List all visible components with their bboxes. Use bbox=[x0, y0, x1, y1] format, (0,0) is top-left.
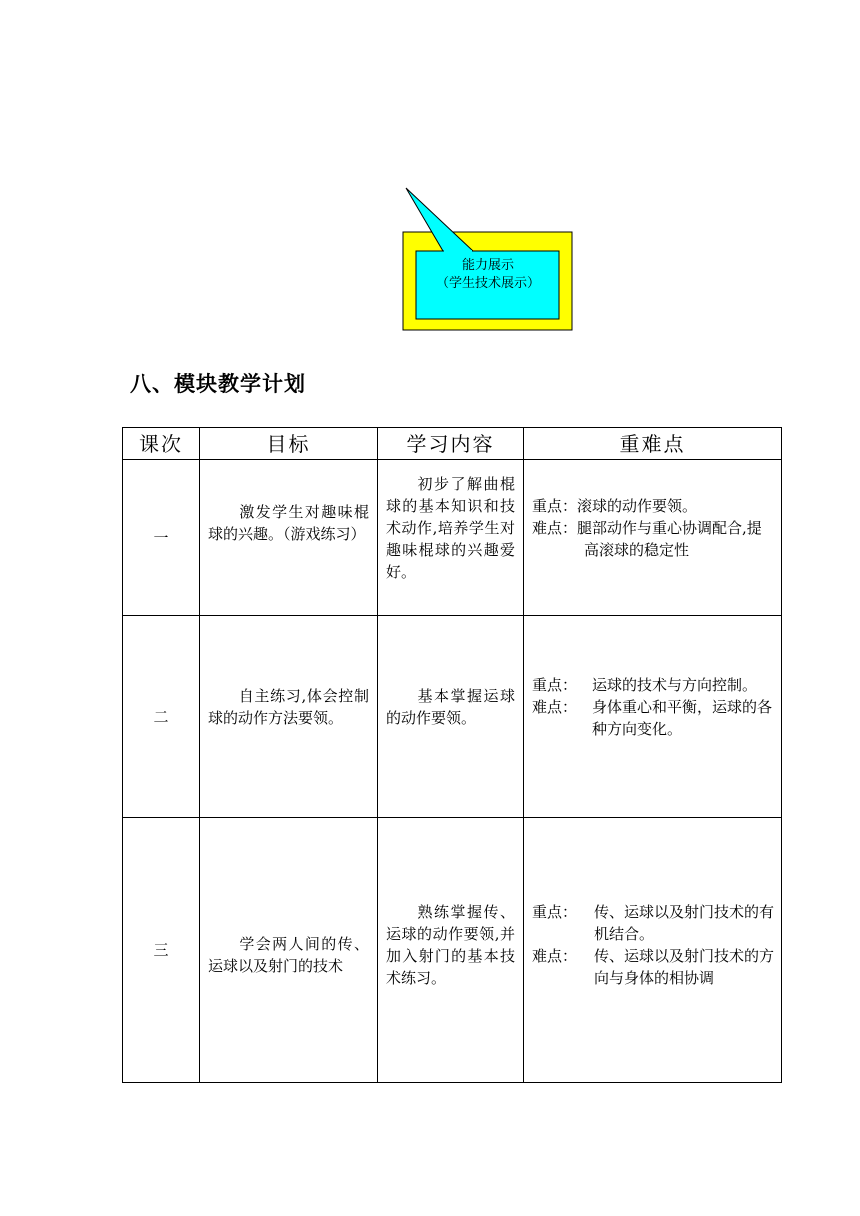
goal-text: 自主练习,体会控制球的动作方法要领。 bbox=[208, 686, 369, 727]
table-header-row bbox=[123, 428, 782, 460]
header-goal: 目标 bbox=[200, 428, 378, 460]
difficulty-label: 难点： bbox=[532, 697, 578, 716]
key-text: 运球的技术与方向控制。 bbox=[592, 675, 758, 694]
callout-text bbox=[418, 257, 558, 293]
header-content: 学习内容 bbox=[378, 428, 524, 460]
callout-line-2: （学生技术展示） bbox=[435, 276, 540, 291]
key-points-cell bbox=[524, 818, 782, 1083]
difficulty-label: 难点： bbox=[532, 518, 578, 537]
key-label: 重点： bbox=[532, 903, 578, 921]
header-lesson: 课次 bbox=[123, 428, 200, 460]
goal-text: 激发学生对趣味棍球的兴趣。（游戏练习） bbox=[208, 502, 369, 543]
table-row bbox=[123, 616, 782, 818]
table-row bbox=[123, 460, 782, 616]
goal-text: 学会两人间的传、运球以及射门的技术 bbox=[208, 935, 369, 975]
lesson-number: 三 bbox=[123, 818, 200, 1083]
content-cell bbox=[378, 616, 524, 818]
content-text: 基本掌握运球的动作要领。 bbox=[386, 686, 515, 727]
difficulty-text-cont: 高滚球的稳定性 bbox=[584, 540, 690, 559]
header-key-points: 重难点 bbox=[524, 428, 782, 460]
lesson-number: 二 bbox=[123, 616, 200, 818]
key-points-cell bbox=[524, 460, 782, 616]
key-points-cell bbox=[524, 616, 782, 818]
content-cell bbox=[378, 460, 524, 616]
difficulty-text: 腿部动作与重心协调配合,提 bbox=[577, 518, 762, 537]
key-label: 重点： bbox=[532, 496, 578, 515]
callout-graphic bbox=[0, 0, 860, 400]
goal-cell bbox=[200, 818, 378, 1083]
difficulty-text: 身体重心和平衡，运球的各种方向变化。 bbox=[592, 697, 773, 738]
key-text: 滚球的动作要领。 bbox=[577, 496, 698, 515]
content-text: 初步了解曲棍球的基本知识和技术动作,培养学生对趣味棍球的兴趣爱好。 bbox=[386, 474, 515, 581]
callout-line-1: 能力展示 bbox=[461, 258, 514, 273]
key-label: 重点： bbox=[532, 675, 578, 694]
table-row bbox=[123, 818, 782, 1083]
section-title: 八、模块教学计划 bbox=[130, 372, 306, 396]
difficulty-text: 传、运球以及射门技术的方向与身体的相协调 bbox=[594, 947, 775, 987]
goal-cell bbox=[200, 616, 378, 818]
key-text: 传、运球以及射门技术的有机结合。 bbox=[594, 903, 775, 943]
content-text: 熟练掌握传、运球的动作要领,并加入射门的基本技术练习。 bbox=[386, 903, 515, 987]
teaching-plan-table bbox=[122, 427, 782, 1083]
lesson-number: 一 bbox=[123, 460, 200, 616]
goal-cell bbox=[200, 460, 378, 616]
difficulty-label: 难点： bbox=[532, 947, 578, 965]
content-cell bbox=[378, 818, 524, 1083]
